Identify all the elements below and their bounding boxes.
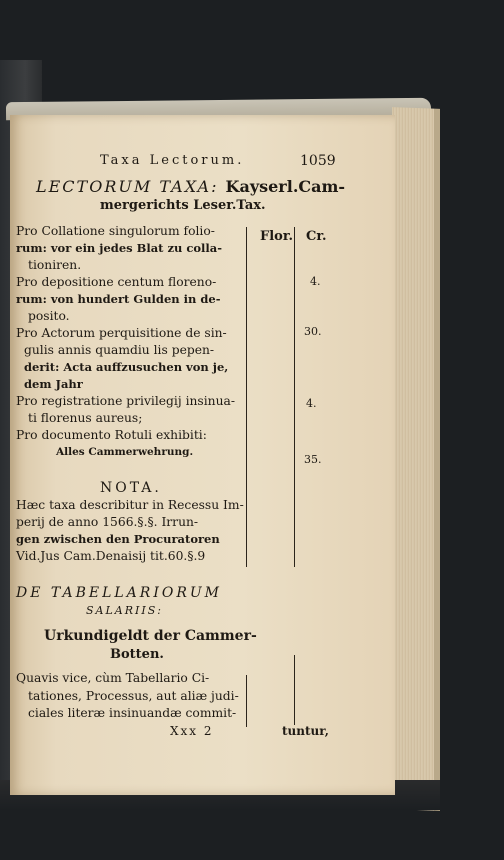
entry-line: Pro Collatione singulorum folio- — [16, 224, 215, 238]
amount-kreuzer: 4. — [306, 397, 317, 410]
nota-line: Vid.Jus Cam.Denaisij tit.60.§.9 — [16, 549, 206, 563]
entry-line: Alles Cammerwehrung. — [56, 446, 194, 458]
entry-line: Pro depositione centum floreno- — [16, 275, 217, 289]
nota-line: gen zwischen den Procuratoren — [16, 532, 220, 546]
entry-line: dem Jahr — [24, 377, 83, 391]
page-edges — [392, 107, 440, 811]
closing-line: Quavis vice, cùm Tabellario Ci- — [16, 671, 210, 685]
entry-line: Pro Actorum perquisitione de sin- — [16, 326, 227, 340]
column-rule — [294, 655, 295, 725]
section2-subtitle: SALARIIS: — [86, 604, 163, 617]
catchword: tuntur, — [282, 724, 329, 738]
entry-line: gulis annis quamdiu lis pepen- — [24, 343, 215, 357]
amount-kreuzer: 30. — [304, 325, 322, 338]
entry-line: rum: von hundert Gulden in de- — [16, 292, 221, 306]
closing-line: ciales literæ insinuandæ commit- — [28, 706, 237, 720]
column-rule — [294, 227, 295, 567]
entry-line: rum: vor ein jedes Blat zu colla- — [16, 241, 223, 255]
entry-line: Pro documento Rotuli exhibiti: — [16, 428, 207, 442]
heading-german: Kayserl.Cam- — [225, 177, 346, 196]
amount-kreuzer: 35. — [304, 453, 322, 466]
entry-line: derit: Acta auffzusuchen von je, — [24, 360, 229, 374]
heading-latin: LECTORUM TAXA: — [36, 177, 219, 196]
entry-line: Pro registratione privilegij insinua- — [16, 394, 235, 408]
running-title: Taxa Lectorum. — [100, 153, 245, 168]
section-heading — [36, 177, 345, 196]
section2-german-title: Urkundigeldt der Cammer- — [44, 628, 257, 644]
signature-mark: Xxx 2 — [170, 724, 214, 738]
entry-line: posito. — [28, 309, 70, 323]
nota-line: perij de anno 1566.§.§. Irrun- — [16, 515, 199, 529]
column-header-kreuzer: Cr. — [306, 229, 327, 244]
section2-title: DE TABELLARIORUM — [16, 585, 223, 601]
closing-paragraph — [16, 670, 256, 723]
entry-line: tioniren. — [28, 258, 82, 272]
amount-kreuzer: 4. — [310, 275, 321, 288]
nota-paragraph — [16, 497, 256, 565]
tariff-entries — [16, 223, 268, 461]
entry-line: ti florenus aureus; — [28, 411, 143, 425]
nota-line: Hæc taxa describitur in Recessu Im- — [16, 498, 244, 512]
section2-german-title-line2: Botten. — [110, 647, 164, 662]
closing-line: tationes, Processus, aut aliæ judi- — [28, 688, 239, 703]
page-number: 1059 — [300, 153, 336, 169]
nota-heading: NOTA. — [100, 480, 162, 496]
heading-german-line2: mergerichts Leser.Tax. — [100, 198, 266, 213]
column-header-florins: Flor. — [260, 229, 294, 244]
book-page — [10, 115, 395, 795]
